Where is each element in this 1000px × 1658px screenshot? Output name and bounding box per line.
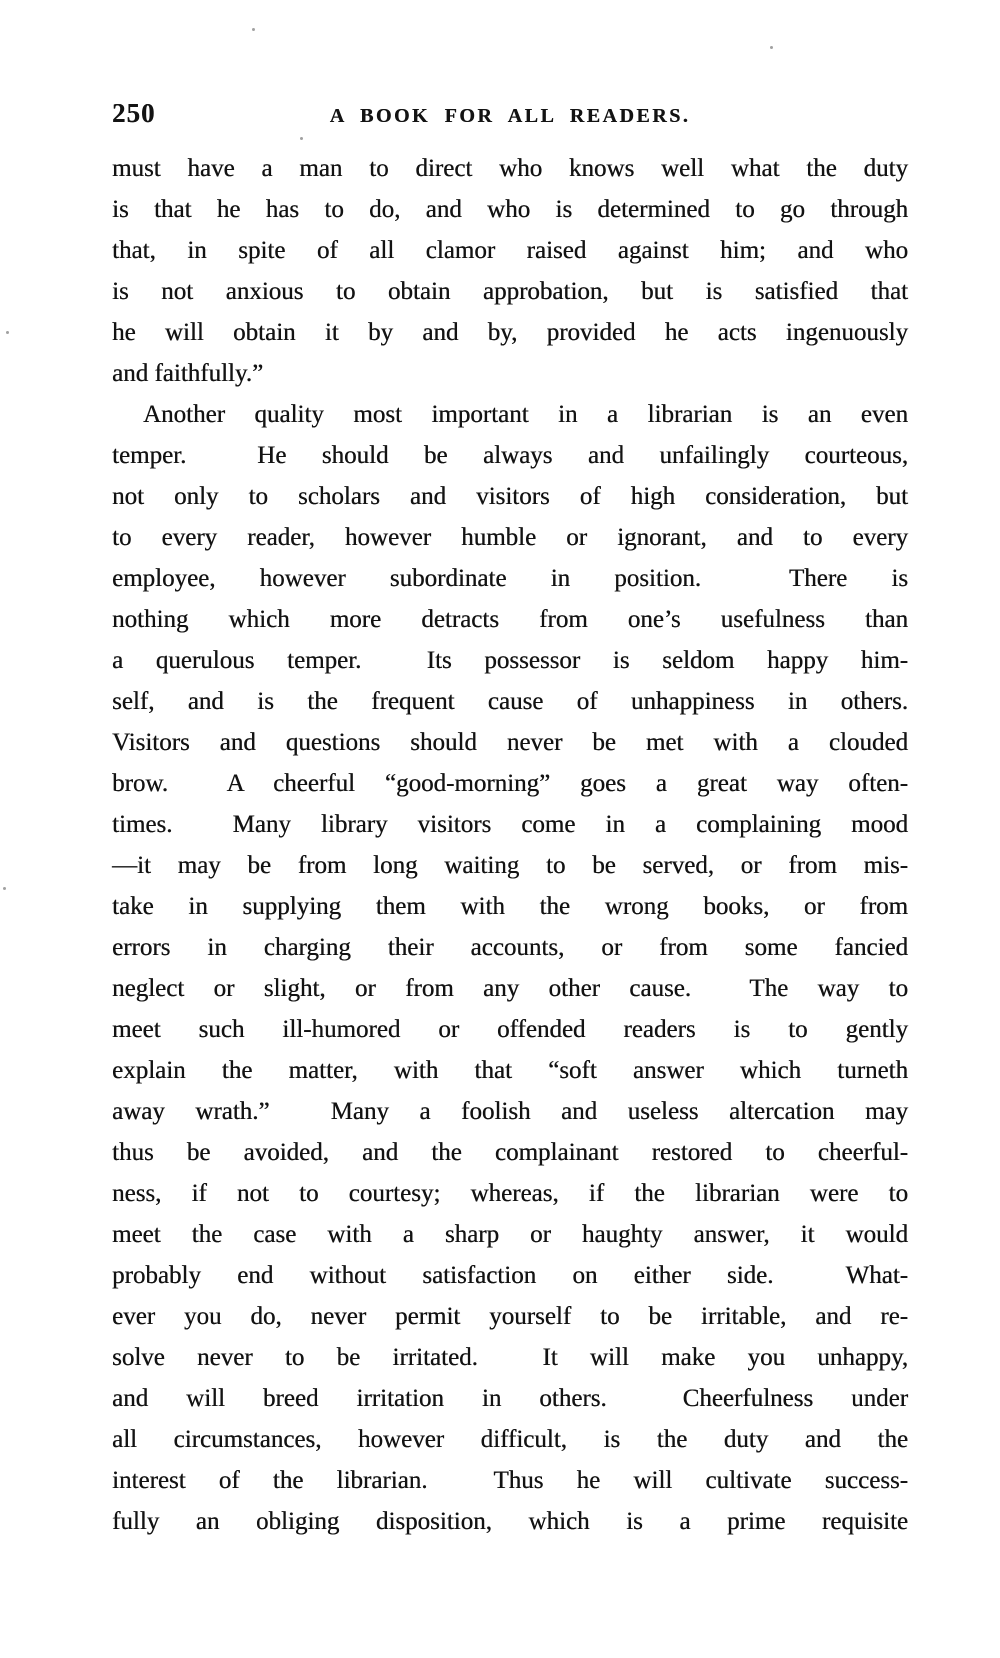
text-line: take in supplying them with the wrong books, or from	[112, 893, 908, 920]
text-line: to every reader, however humble or ignorant, and to every	[112, 524, 908, 551]
scan-speck	[300, 137, 303, 140]
text-line: nothing which more detracts from one’s usefulness than	[112, 606, 908, 633]
text-line: meet such ill-humored or offended readers is to gently	[112, 1016, 908, 1043]
scan-speck	[252, 28, 255, 31]
text-line: not only to scholars and visitors of high consideration, but	[112, 483, 908, 510]
paragraph	[112, 148, 908, 394]
text-line: ness, if not to courtesy; whereas, if the librarian were to	[112, 1180, 908, 1207]
text-line: ever you do, never permit yourself to be irritable, and re-	[112, 1303, 908, 1330]
text-line: must have a man to direct who knows well what the duty	[112, 155, 908, 182]
page-body	[112, 148, 908, 1542]
page-number: 250	[112, 98, 156, 128]
text-line: solve never to be irritated. It will make you unhappy,	[112, 1344, 908, 1371]
scan-speck	[770, 46, 773, 49]
text-line: temper. He should be always and unfailingly courteous,	[112, 442, 908, 469]
text-line: thus be avoided, and the complainant restored to cheerful-	[112, 1139, 908, 1166]
text-line: neglect or slight, or from any other cause. The way to	[112, 975, 908, 1002]
text-line: and faithfully.”	[112, 360, 264, 387]
text-line: Another quality most important in a librarian is an even	[143, 401, 908, 428]
text-line: explain the matter, with that “soft answer which turneth	[112, 1057, 908, 1084]
text-line: fully an obliging disposition, which is a prime requisite	[112, 1508, 908, 1535]
scan-speck	[6, 331, 9, 334]
text-line: meet the case with a sharp or haughty answer, it would	[112, 1221, 908, 1248]
text-line: that, in spite of all clamor raised against him; and who	[112, 237, 908, 264]
text-line: interest of the librarian. Thus he will cultivate success-	[112, 1467, 908, 1494]
text-line: is not anxious to obtain approbation, but is satisfied that	[112, 278, 908, 305]
scan-speck	[3, 887, 6, 890]
text-line: and will breed irritation in others. Cheerfulness under	[112, 1385, 908, 1412]
text-line: employee, however subordinate in position. There is	[112, 565, 908, 592]
text-line: times. Many library visitors come in a complaining mood	[112, 811, 908, 838]
text-line: away wrath.” Many a foolish and useless altercation may	[112, 1098, 908, 1125]
text-line: errors in charging their accounts, or from some fancied	[112, 934, 908, 961]
text-line: —it may be from long waiting to be served, or from mis-	[112, 852, 908, 879]
running-title: A BOOK FOR ALL READERS.	[329, 105, 691, 127]
paragraph	[112, 394, 908, 1542]
text-line: a querulous temper. Its possessor is seldom happy him-	[112, 647, 908, 674]
text-line: he will obtain it by and by, provided he acts ingenuously	[112, 319, 908, 346]
text-line: Visitors and questions should never be met with a clouded	[112, 729, 908, 756]
text-line: all circumstances, however difficult, is the duty and the	[112, 1426, 908, 1453]
text-line: brow. A cheerful “good-morning” goes a great way often-	[112, 770, 908, 797]
text-line: is that he has to do, and who is determined to go through	[112, 196, 908, 223]
text-line: self, and is the frequent cause of unhappiness in others.	[112, 688, 908, 715]
text-line: probably end without satisfaction on either side. What-	[112, 1262, 908, 1289]
